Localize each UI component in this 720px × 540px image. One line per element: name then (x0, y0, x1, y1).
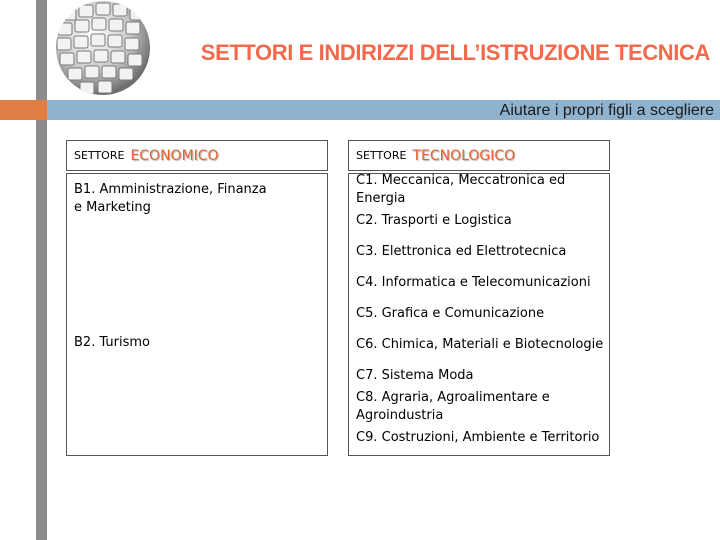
sector-prefix: SETTORE (74, 149, 125, 162)
page-subtitle: Aiutare i propri figli a scegliere (499, 102, 714, 119)
economico-list (66, 173, 328, 456)
tecnologico-column (348, 140, 610, 456)
tecnologico-header (348, 140, 610, 171)
list-item: C2. Trasporti e Logistica (356, 212, 512, 228)
left-gray-bar (36, 0, 47, 540)
list-item: B2. Turismo (74, 335, 151, 350)
list-item: C4. Informatica e Telecomunicazioni (356, 274, 591, 290)
page-title: SETTORI E INDIRIZZI DELL’ISTRUZIONE TECNICA (200, 40, 710, 65)
economico-header (66, 140, 328, 171)
keyboard-sphere-icon (48, 0, 158, 100)
tecnologico-list (348, 173, 610, 456)
economico-column (66, 140, 328, 456)
sector-name: ECONOMICO (130, 147, 219, 164)
list-item: C3. Elettronica ed Elettrotecnica (356, 243, 567, 259)
list-item: B1. Amministrazione, Finanza e Marketing (74, 182, 267, 215)
list-item: C9. Costruzioni, Ambiente e Territorio (356, 429, 600, 445)
list-item: C5. Grafica e Comunicazione (356, 305, 545, 321)
list-item: C6. Chimica, Materiali e Biotecnologie (356, 336, 604, 352)
list-item: C1. Meccanica, Meccatronica ed Energia (356, 172, 566, 206)
orange-accent-bar (0, 100, 50, 120)
sector-name: TECNOLOGICO (412, 147, 516, 164)
list-item: C8. Agraria, Agroalimentare e Agroindustria (356, 389, 550, 423)
sector-prefix: SETTORE (356, 149, 407, 162)
list-item: C7. Sistema Moda (356, 367, 474, 383)
